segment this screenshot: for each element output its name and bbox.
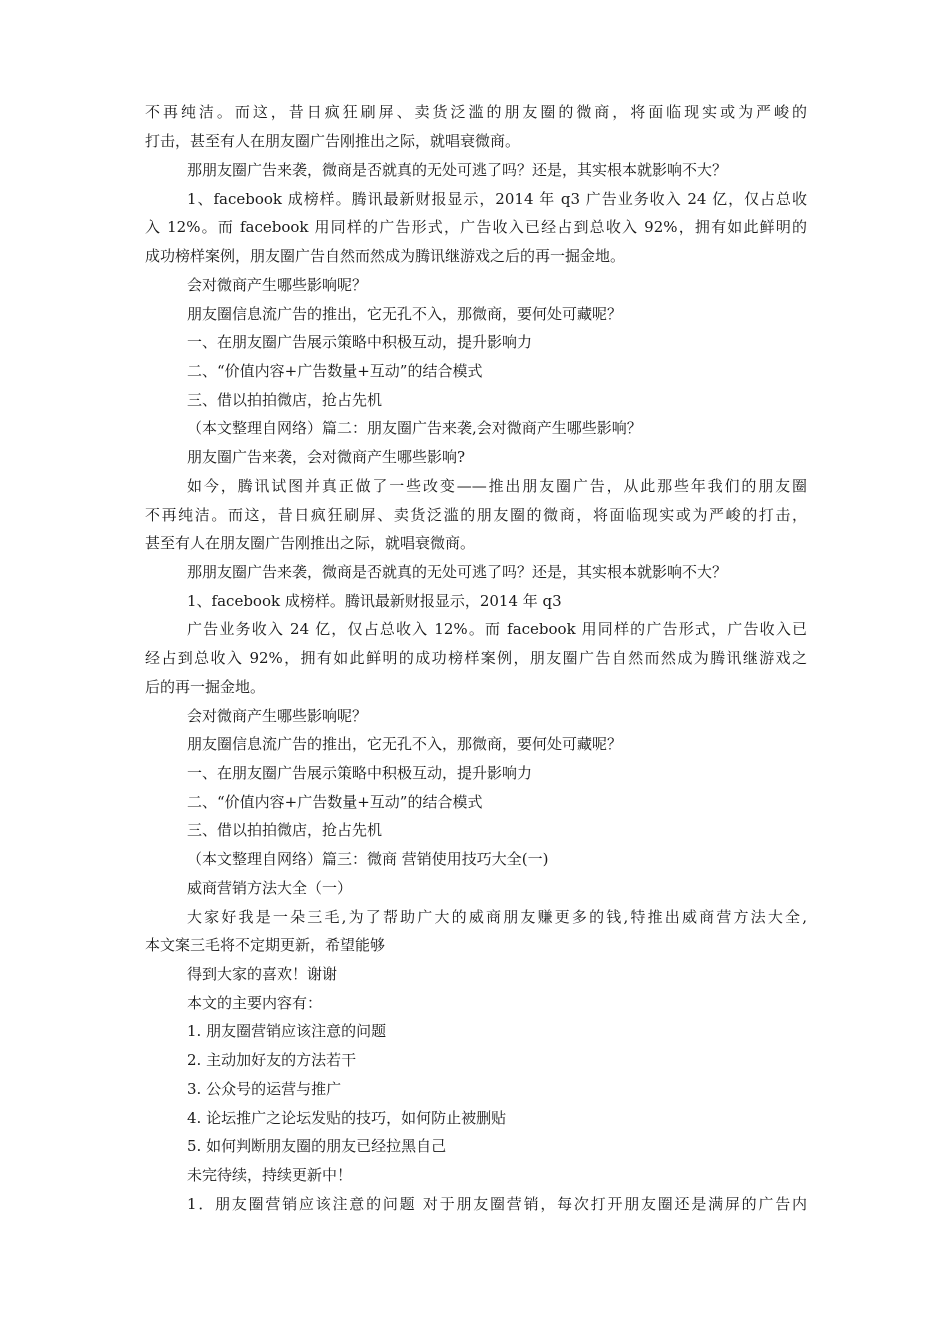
text-line: 1、facebook 成榜样。腾讯最新财报显示，2014 年 q3 广告业务收入 24 亿，仅占总收 — [187, 190, 807, 208]
text-line: 本文案三毛将不定期更新，希望能够 — [145, 936, 386, 954]
text-line: 后的再一掘金地。 — [145, 678, 266, 696]
text-line: 成功榜样案例，朋友圈广告自然而然成为腾讯继游戏之后的再一掘金地。 — [145, 247, 626, 265]
text-line: 朋友圈信息流广告的推出，它无孔不入，那微商，要何处可藏呢？ — [187, 735, 623, 753]
text-line: 1．朋友圈营销应该注意的问题 对于朋友圈营销，每次打开朋友圈还是满屏的广告内 — [187, 1195, 807, 1213]
text-line: （本文整理自网络）篇三：微商 营销使用技巧大全(一) — [187, 850, 549, 868]
text-line: 会对微商产生哪些影响呢？ — [187, 276, 368, 294]
text-line: 4. 论坛推广之论坛发贴的技巧，如何防止被删贴 — [187, 1109, 507, 1127]
text-line: 会对微商产生哪些影响呢？ — [187, 707, 368, 725]
text-line: （本文整理自网络）篇二：朋友圈广告来袭,会对微商产生哪些影响？ — [187, 419, 642, 437]
text-line: 未完待续，持续更新中！ — [187, 1166, 353, 1184]
text-line: 那朋友圈广告来袭，微商是否就真的无处可逃了吗？还是，其实根本就影响不大？ — [187, 563, 728, 581]
text-line: 大家好我是一朵三毛,为了帮助广大的威商朋友赚更多的钱,特推出威商营方法大全, — [187, 908, 807, 926]
text-line: 一、在朋友圈广告展示策略中积极互动，提升影响力 — [187, 333, 533, 351]
text-line: 1. 朋友圈营销应该注意的问题 — [187, 1022, 387, 1040]
text-line: 三、借以拍拍微店，抢占先机 — [187, 391, 383, 409]
text-line: 2. 主动加好友的方法若干 — [187, 1051, 357, 1069]
text-line: 得到大家的喜欢！谢谢 — [187, 965, 338, 983]
text-line: 本文的主要内容有： — [187, 994, 323, 1012]
text-line: 三、借以拍拍微店，抢占先机 — [187, 821, 383, 839]
text-line: 甚至有人在朋友圈广告刚推出之际，就唱衰微商。 — [145, 534, 476, 552]
text-line: 那朋友圈广告来袭，微商是否就真的无处可逃了吗？还是，其实根本就影响不大？ — [187, 161, 728, 179]
text-line: 5. 如何判断朋友圈的朋友已经拉黑自己 — [187, 1137, 447, 1155]
text-line: 威商营销方法大全（一） — [187, 879, 353, 897]
text-line: 入 12%。而 facebook 用同样的广告形式，广告收入已经占到总收入 92%，拥有如此鲜明的 — [145, 218, 807, 236]
text-line: 二、“价值内容+广告数量+互动”的结合模式 — [187, 793, 483, 811]
text-line: 不再纯洁。而这，昔日疯狂刷屏、卖货泛滥的朋友圈的微商，将面临现实或为严峻的打击， — [145, 506, 807, 524]
text-line: 朋友圈广告来袭，会对微商产生哪些影响? — [187, 448, 466, 466]
text-line: 一、在朋友圈广告展示策略中积极互动，提升影响力 — [187, 764, 533, 782]
text-line: 3. 公众号的运营与推广 — [187, 1080, 342, 1098]
text-line: 经占到总收入 92%，拥有如此鲜明的成功榜样案例，朋友圈广告自然而然成为腾讯继游戏之 — [145, 649, 807, 667]
text-line: 如今，腾讯试图并真正做了一些改变——推出朋友圈广告，从此那些年我们的朋友圈 — [187, 477, 807, 495]
text-line: 1、facebook 成榜样。腾讯最新财报显示，2014 年 q3 — [187, 592, 562, 610]
text-line: 朋友圈信息流广告的推出，它无孔不入，那微商，要何处可藏呢？ — [187, 305, 623, 323]
text-line: 二、“价值内容+广告数量+互动”的结合模式 — [187, 362, 483, 380]
text-line: 打击，甚至有人在朋友圈广告刚推出之际，就唱衰微商。 — [145, 132, 521, 150]
text-line: 不再纯洁。而这，昔日疯狂刷屏、卖货泛滥的朋友圈的微商，将面临现实或为严峻的 — [145, 103, 807, 121]
text-line: 广告业务收入 24 亿，仅占总收入 12%。而 facebook 用同样的广告形式，广告收入已 — [187, 620, 807, 638]
